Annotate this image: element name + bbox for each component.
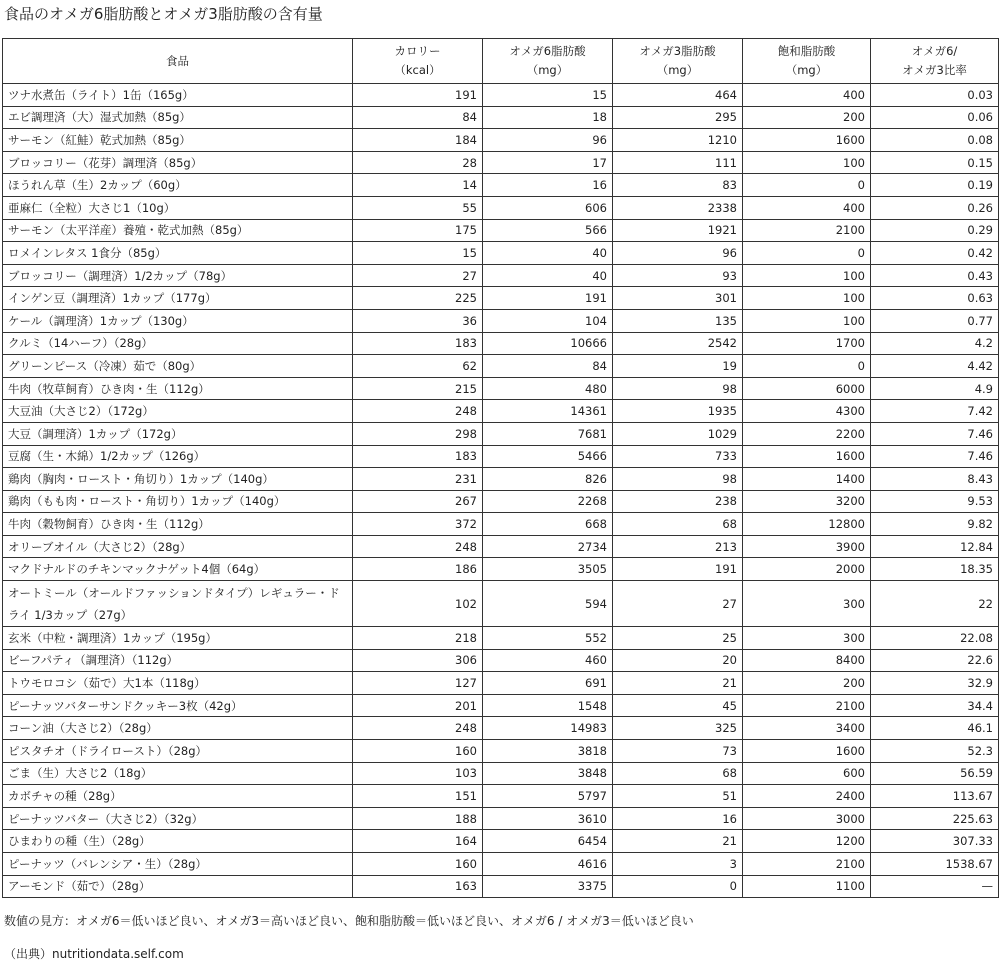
omega6-cell: 3818 — [483, 740, 613, 763]
ratio-cell: 22.08 — [871, 627, 999, 650]
food-cell: アーモンド（茹で）（28g） — [3, 875, 353, 898]
omega3-cell: 191 — [613, 558, 743, 581]
table-row — [3, 672, 999, 695]
ratio-cell: 56.59 — [871, 762, 999, 785]
calories-cell: 248 — [353, 400, 483, 423]
food-cell: 牛肉（牧草飼育）ひき肉・生（112g） — [3, 377, 353, 400]
omega6-cell: 594 — [483, 581, 613, 627]
omega3-cell: 1210 — [613, 129, 743, 152]
table-row — [3, 581, 999, 627]
omega3-cell: 301 — [613, 287, 743, 310]
omega3-cell: 51 — [613, 785, 743, 808]
omega3-cell: 135 — [613, 309, 743, 332]
omega6-cell: 566 — [483, 219, 613, 242]
saturated-fat-cell: 300 — [743, 581, 871, 627]
saturated-fat-cell: 1600 — [743, 129, 871, 152]
saturated-fat-cell: 2100 — [743, 853, 871, 876]
omega3-cell: 83 — [613, 174, 743, 197]
header-calories: カロリー （kcal） — [353, 39, 483, 84]
saturated-fat-cell: 2200 — [743, 422, 871, 445]
table-row — [3, 287, 999, 310]
calories-cell: 183 — [353, 445, 483, 468]
ratio-cell: 7.42 — [871, 400, 999, 423]
omega6-cell: 5466 — [483, 445, 613, 468]
omega6-cell: 3848 — [483, 762, 613, 785]
saturated-fat-cell: 2100 — [743, 219, 871, 242]
omega3-cell: 19 — [613, 355, 743, 378]
calories-cell: 225 — [353, 287, 483, 310]
omega6-cell: 16 — [483, 174, 613, 197]
food-cell: サーモン（紅鮭）乾式加熱（85g） — [3, 129, 353, 152]
omega3-cell: 2338 — [613, 196, 743, 219]
omega6-cell: 3505 — [483, 558, 613, 581]
omega6-cell: 3610 — [483, 807, 613, 830]
omega6-cell: 15 — [483, 84, 613, 107]
omega6-cell: 191 — [483, 287, 613, 310]
calories-cell: 372 — [353, 513, 483, 536]
table-row — [3, 129, 999, 152]
saturated-fat-cell: 100 — [743, 151, 871, 174]
food-cell: ブロッコリー（調理済）1/2カップ（78g） — [3, 264, 353, 287]
calories-cell: 298 — [353, 422, 483, 445]
food-cell: エビ調理済（大）湿式加熱（85g） — [3, 106, 353, 129]
header-ratio: オメガ6/ オメガ3比率 — [871, 39, 999, 84]
calories-cell: 151 — [353, 785, 483, 808]
saturated-fat-cell: 400 — [743, 196, 871, 219]
saturated-fat-cell: 200 — [743, 106, 871, 129]
omega6-cell: 460 — [483, 649, 613, 672]
omega6-cell: 1548 — [483, 694, 613, 717]
omega6-cell: 5797 — [483, 785, 613, 808]
ratio-cell: 307.33 — [871, 830, 999, 853]
omega6-cell: 480 — [483, 377, 613, 400]
saturated-fat-cell: 1400 — [743, 468, 871, 491]
omega6-cell: 3375 — [483, 875, 613, 898]
saturated-fat-cell: 2100 — [743, 694, 871, 717]
ratio-cell: 0.03 — [871, 84, 999, 107]
ratio-cell: 4.2 — [871, 332, 999, 355]
table-row — [3, 445, 999, 468]
calories-cell: 186 — [353, 558, 483, 581]
calories-cell: 55 — [353, 196, 483, 219]
calories-cell: 215 — [353, 377, 483, 400]
table-row — [3, 355, 999, 378]
food-cell: ピーナッツ（バレンシア・生）（28g） — [3, 853, 353, 876]
omega6-cell: 2734 — [483, 535, 613, 558]
food-cell: ピーナッツバター（大さじ2）（32g） — [3, 807, 353, 830]
food-cell: ロメインレタス 1食分（85g） — [3, 242, 353, 265]
calories-cell: 163 — [353, 875, 483, 898]
omega3-cell: 213 — [613, 535, 743, 558]
table-row — [3, 196, 999, 219]
omega3-cell: 98 — [613, 468, 743, 491]
header-saturated-fat: 飽和脂肪酸 （mg） — [743, 39, 871, 84]
table-row — [3, 264, 999, 287]
ratio-cell: 7.46 — [871, 422, 999, 445]
calories-cell: 183 — [353, 332, 483, 355]
saturated-fat-cell: 100 — [743, 287, 871, 310]
table-row — [3, 875, 999, 898]
ratio-cell: 46.1 — [871, 717, 999, 740]
food-cell: 玄米（中粒・調理済）1カップ（195g） — [3, 627, 353, 650]
saturated-fat-cell: 600 — [743, 762, 871, 785]
ratio-cell: 0.77 — [871, 309, 999, 332]
omega6-cell: 2268 — [483, 490, 613, 513]
table-row — [3, 785, 999, 808]
calories-cell: 201 — [353, 694, 483, 717]
nutrition-table — [2, 38, 999, 898]
food-cell: 豆腐（生・木綿）1/2カップ（126g） — [3, 445, 353, 468]
omega6-cell: 14361 — [483, 400, 613, 423]
ratio-cell: 32.9 — [871, 672, 999, 695]
saturated-fat-cell: 1600 — [743, 445, 871, 468]
calories-cell: 218 — [353, 627, 483, 650]
ratio-cell: 22.6 — [871, 649, 999, 672]
table-row — [3, 627, 999, 650]
table-row — [3, 174, 999, 197]
food-cell: グリーンピース（冷凍）茹で（80g） — [3, 355, 353, 378]
ratio-cell: 1538.67 — [871, 853, 999, 876]
saturated-fat-cell: 0 — [743, 174, 871, 197]
table-row — [3, 740, 999, 763]
table-row — [3, 649, 999, 672]
saturated-fat-cell: 4300 — [743, 400, 871, 423]
food-cell: トウモロコシ（茹で）大1本（118g） — [3, 672, 353, 695]
ratio-cell: 7.46 — [871, 445, 999, 468]
table-row — [3, 490, 999, 513]
calories-cell: 84 — [353, 106, 483, 129]
omega3-cell: 325 — [613, 717, 743, 740]
omega6-cell: 4616 — [483, 853, 613, 876]
table-row — [3, 468, 999, 491]
table-row — [3, 106, 999, 129]
ratio-cell: 0.43 — [871, 264, 999, 287]
table-row — [3, 242, 999, 265]
calories-cell: 27 — [353, 264, 483, 287]
omega6-cell: 40 — [483, 242, 613, 265]
saturated-fat-cell: 100 — [743, 264, 871, 287]
table-row — [3, 377, 999, 400]
omega3-cell: 2542 — [613, 332, 743, 355]
table-row — [3, 830, 999, 853]
saturated-fat-cell: 200 — [743, 672, 871, 695]
calories-cell: 248 — [353, 535, 483, 558]
food-cell: 亜麻仁（全粒）大さじ1（10g） — [3, 196, 353, 219]
reading-note: 数値の見方：オメガ6＝低いほど良い、オメガ3＝高いほど良い、飽和脂肪酸＝低いほど良い、オメガ6 / オメガ3＝低いほど良い — [4, 914, 694, 928]
omega6-cell: 84 — [483, 355, 613, 378]
saturated-fat-cell: 8400 — [743, 649, 871, 672]
food-cell: サーモン（太平洋産）養殖・乾式加熱（85g） — [3, 219, 353, 242]
ratio-cell: 4.42 — [871, 355, 999, 378]
calories-cell: 127 — [353, 672, 483, 695]
calories-cell: 102 — [353, 581, 483, 627]
omega6-cell: 104 — [483, 309, 613, 332]
table-row — [3, 332, 999, 355]
saturated-fat-cell: 1200 — [743, 830, 871, 853]
omega3-cell: 1029 — [613, 422, 743, 445]
table-row — [3, 762, 999, 785]
table-row — [3, 309, 999, 332]
food-cell: ケール（調理済）1カップ（130g） — [3, 309, 353, 332]
saturated-fat-cell: 6000 — [743, 377, 871, 400]
food-cell: マクドナルドのチキンマックナゲット4個（64g） — [3, 558, 353, 581]
ratio-cell: 52.3 — [871, 740, 999, 763]
omega6-cell: 7681 — [483, 422, 613, 445]
food-cell: オリーブオイル（大さじ2）（28g） — [3, 535, 353, 558]
omega6-cell: 18 — [483, 106, 613, 129]
table-row — [3, 151, 999, 174]
table-row — [3, 558, 999, 581]
omega6-cell: 691 — [483, 672, 613, 695]
table-row — [3, 535, 999, 558]
calories-cell: 306 — [353, 649, 483, 672]
ratio-cell: 9.82 — [871, 513, 999, 536]
omega3-cell: 21 — [613, 830, 743, 853]
calories-cell: 62 — [353, 355, 483, 378]
omega6-cell: 6454 — [483, 830, 613, 853]
table-row — [3, 807, 999, 830]
ratio-cell: 12.84 — [871, 535, 999, 558]
calories-cell: 28 — [353, 151, 483, 174]
omega3-cell: 20 — [613, 649, 743, 672]
omega3-cell: 21 — [613, 672, 743, 695]
calories-cell: 231 — [353, 468, 483, 491]
omega6-cell: 606 — [483, 196, 613, 219]
ratio-cell: 18.35 — [871, 558, 999, 581]
saturated-fat-cell: 3200 — [743, 490, 871, 513]
ratio-cell: 113.67 — [871, 785, 999, 808]
omega3-cell: 96 — [613, 242, 743, 265]
omega3-cell: 16 — [613, 807, 743, 830]
omega3-cell: 111 — [613, 151, 743, 174]
saturated-fat-cell: 400 — [743, 84, 871, 107]
omega3-cell: 0 — [613, 875, 743, 898]
calories-cell: 164 — [353, 830, 483, 853]
food-cell: ピスタチオ（ドライロースト）（28g） — [3, 740, 353, 763]
omega3-cell: 27 — [613, 581, 743, 627]
food-cell: カボチャの種（28g） — [3, 785, 353, 808]
food-cell: ビーフパティ（調理済）（112g） — [3, 649, 353, 672]
saturated-fat-cell: 2400 — [743, 785, 871, 808]
ratio-cell: 0.08 — [871, 129, 999, 152]
omega6-cell: 17 — [483, 151, 613, 174]
table-header-row — [3, 39, 999, 84]
omega6-cell: 40 — [483, 264, 613, 287]
omega3-cell: 68 — [613, 513, 743, 536]
ratio-cell: 34.4 — [871, 694, 999, 717]
header-omega6: オメガ6脂肪酸 （mg） — [483, 39, 613, 84]
calories-cell: 14 — [353, 174, 483, 197]
ratio-cell: 225.63 — [871, 807, 999, 830]
omega6-cell: 14983 — [483, 717, 613, 740]
calories-cell: 160 — [353, 853, 483, 876]
table-row — [3, 513, 999, 536]
saturated-fat-cell: 0 — [743, 355, 871, 378]
saturated-fat-cell: 12800 — [743, 513, 871, 536]
source-citation: （出典）nutritiondata.self.com — [4, 947, 184, 961]
omega3-cell: 1921 — [613, 219, 743, 242]
calories-cell: 160 — [353, 740, 483, 763]
ratio-cell: 0.15 — [871, 151, 999, 174]
food-cell: ほうれん草（生）2カップ（60g） — [3, 174, 353, 197]
food-cell: ごま（生）大さじ2（18g） — [3, 762, 353, 785]
saturated-fat-cell: 3900 — [743, 535, 871, 558]
food-cell: 牛肉（穀物飼育）ひき肉・生（112g） — [3, 513, 353, 536]
omega3-cell: 295 — [613, 106, 743, 129]
table-row — [3, 853, 999, 876]
ratio-cell: — — [871, 875, 999, 898]
ratio-cell: 0.26 — [871, 196, 999, 219]
ratio-cell: 0.19 — [871, 174, 999, 197]
food-cell: コーン油（大さじ2）（28g） — [3, 717, 353, 740]
food-cell: ツナ水煮缶（ライト）1缶（165g） — [3, 84, 353, 107]
calories-cell: 188 — [353, 807, 483, 830]
table-body — [3, 84, 999, 898]
omega3-cell: 733 — [613, 445, 743, 468]
calories-cell: 267 — [353, 490, 483, 513]
ratio-cell: 0.29 — [871, 219, 999, 242]
saturated-fat-cell: 0 — [743, 242, 871, 265]
ratio-cell: 0.63 — [871, 287, 999, 310]
omega3-cell: 98 — [613, 377, 743, 400]
saturated-fat-cell: 2000 — [743, 558, 871, 581]
table-row — [3, 400, 999, 423]
header-food: 食品 — [3, 39, 353, 84]
food-cell: 鶏肉（胸肉・ロースト・角切り）1カップ（140g） — [3, 468, 353, 491]
omega3-cell: 25 — [613, 627, 743, 650]
omega6-cell: 10666 — [483, 332, 613, 355]
omega3-cell: 464 — [613, 84, 743, 107]
omega3-cell: 68 — [613, 762, 743, 785]
food-cell: 大豆油（大さじ2）（172g） — [3, 400, 353, 423]
calories-cell: 248 — [353, 717, 483, 740]
food-cell: オートミール（オールドファッションドタイプ）レギュラー・ドライ 1/3カップ（27g） — [3, 581, 353, 627]
omega3-cell: 238 — [613, 490, 743, 513]
ratio-cell: 0.06 — [871, 106, 999, 129]
header-omega3: オメガ3脂肪酸 （mg） — [613, 39, 743, 84]
food-cell: インゲン豆（調理済）1カップ（177g） — [3, 287, 353, 310]
calories-cell: 36 — [353, 309, 483, 332]
saturated-fat-cell: 300 — [743, 627, 871, 650]
ratio-cell: 0.42 — [871, 242, 999, 265]
ratio-cell: 9.53 — [871, 490, 999, 513]
table-row — [3, 694, 999, 717]
omega6-cell: 552 — [483, 627, 613, 650]
saturated-fat-cell: 3000 — [743, 807, 871, 830]
omega6-cell: 826 — [483, 468, 613, 491]
omega3-cell: 3 — [613, 853, 743, 876]
food-cell: 鶏肉（もも肉・ロースト・角切り）1カップ（140g） — [3, 490, 353, 513]
food-cell: ピーナッツバターサンドクッキー3枚（42g） — [3, 694, 353, 717]
food-cell: クルミ（14ハーフ）（28g） — [3, 332, 353, 355]
calories-cell: 184 — [353, 129, 483, 152]
ratio-cell: 8.43 — [871, 468, 999, 491]
omega3-cell: 1935 — [613, 400, 743, 423]
saturated-fat-cell: 100 — [743, 309, 871, 332]
ratio-cell: 4.9 — [871, 377, 999, 400]
saturated-fat-cell: 3400 — [743, 717, 871, 740]
ratio-cell: 22 — [871, 581, 999, 627]
calories-cell: 103 — [353, 762, 483, 785]
food-cell: ブロッコリー（花芽）調理済（85g） — [3, 151, 353, 174]
table-row — [3, 717, 999, 740]
omega6-cell: 668 — [483, 513, 613, 536]
omega3-cell: 45 — [613, 694, 743, 717]
omega6-cell: 96 — [483, 129, 613, 152]
saturated-fat-cell: 1600 — [743, 740, 871, 763]
table-row — [3, 422, 999, 445]
table-row — [3, 219, 999, 242]
saturated-fat-cell: 1700 — [743, 332, 871, 355]
calories-cell: 15 — [353, 242, 483, 265]
page-title: 食品のオメガ6脂肪酸とオメガ3脂肪酸の含有量 — [4, 5, 323, 23]
omega3-cell: 73 — [613, 740, 743, 763]
omega3-cell: 93 — [613, 264, 743, 287]
calories-cell: 175 — [353, 219, 483, 242]
table-row — [3, 84, 999, 107]
food-cell: ひまわりの種（生）（28g） — [3, 830, 353, 853]
food-cell: 大豆（調理済）1カップ（172g） — [3, 422, 353, 445]
saturated-fat-cell: 1100 — [743, 875, 871, 898]
calories-cell: 191 — [353, 84, 483, 107]
